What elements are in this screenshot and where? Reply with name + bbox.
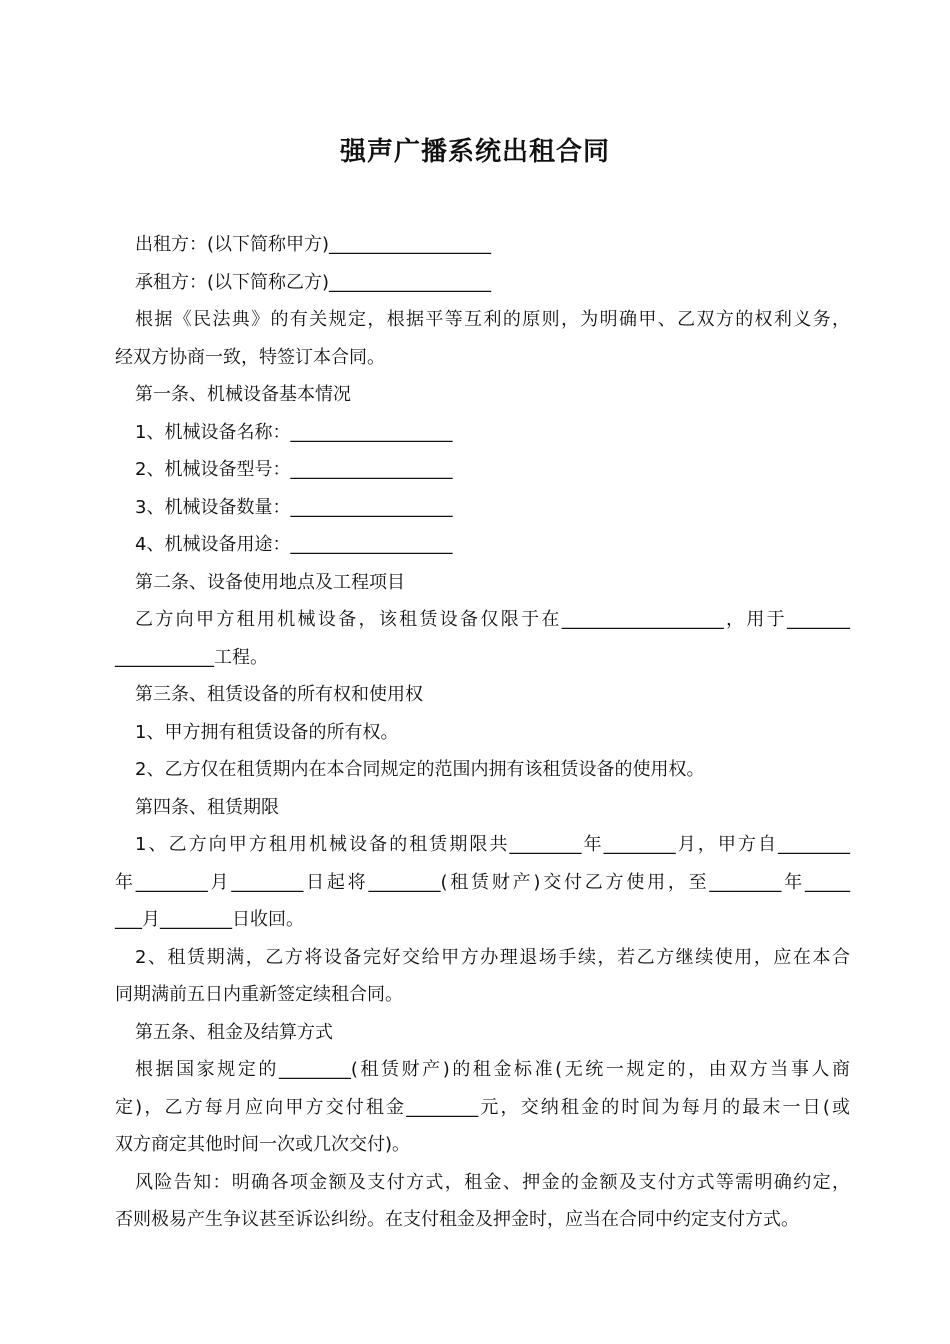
article-5-heading: 第五条、租金及结算方式 [135, 1021, 333, 1043]
preamble-line-2: 经双方协商一致，特签订本合同。 [115, 346, 385, 368]
preamble-line-1: 根据《民法典》的有关规定，根据平等互利的原则，为明确甲、乙双方的权利义务， [135, 309, 850, 330]
article-4-heading: 第四条、租赁期限 [135, 796, 279, 818]
article-3-heading: 第三条、租赁设备的所有权和使用权 [135, 684, 423, 705]
article-2-heading: 第二条、设备使用地点及工程项目 [135, 571, 405, 593]
equipment-quantity-line: 3、机械设备数量：__________________ [135, 496, 453, 518]
equipment-name-line: 1、机械设备名称：__________________ [135, 421, 453, 443]
lease-expiry-line-2: 同期满前五日内重新签定续租合同。 [115, 984, 403, 1005]
rent-line-3: 双方商定其他时间一次或几次交付)。 [115, 1134, 411, 1155]
article-1-heading: 第一条、机械设备基本情况 [135, 384, 351, 405]
lease-expiry-line-1: 2、租赁期满，乙方将设备完好交给甲方办理退场手续，若乙方继续使用，应在本合 [135, 946, 850, 968]
lease-term-line-1: 1、乙方向甲方租用机械设备的租赁期限共________年________月，甲方自________ [135, 834, 850, 855]
lessee-line: 承租方：(以下简称乙方)__________________ [135, 271, 492, 293]
risk-notice-line-1: 风险告知：明确各项金额及支付方式，租金、押金的金额及支付方式等需明确约定， [135, 1171, 850, 1193]
rent-line-2: 定)，乙方每月应向甲方交付租金________元，交纳租金的时间为每月的最末一日(或 [115, 1096, 850, 1118]
contract-body [115, 226, 850, 1239]
equipment-model-line: 2、机械设备型号：__________________ [135, 459, 453, 480]
usage-right-line: 2、乙方仅在租赁期内在本合同规定的范围内拥有该租赁设备的使用权。 [135, 759, 705, 780]
lease-term-line-3: ___月________日收回。 [115, 909, 304, 930]
risk-notice-line-2: 否则极易产生争议甚至诉讼纠纷。在支付租金及押金时，应当在合同中约定支付方式。 [115, 1209, 799, 1230]
usage-location-line-2: ___________工程。 [115, 646, 268, 668]
lease-term-line-2: 年________月________日起将________(租赁财产)交付乙方使用，至________年_____ [115, 871, 850, 893]
usage-location-line-1: 乙方向甲方租用机械设备，该租赁设备仅限于在__________________，用于_______ [135, 609, 850, 630]
contract-title: 强声广播系统出租合同 [339, 137, 610, 167]
equipment-purpose-line: 4、机械设备用途：__________________ [135, 534, 453, 555]
rent-line-1: 根据国家规定的________(租赁财产)的租金标准(无统一规定的，由双方当事人商 [135, 1059, 850, 1080]
lessor-line: 出租方：(以下简称甲方)__________________ [135, 234, 492, 255]
ownership-line: 1、甲方拥有租赁设备的所有权。 [135, 721, 399, 743]
